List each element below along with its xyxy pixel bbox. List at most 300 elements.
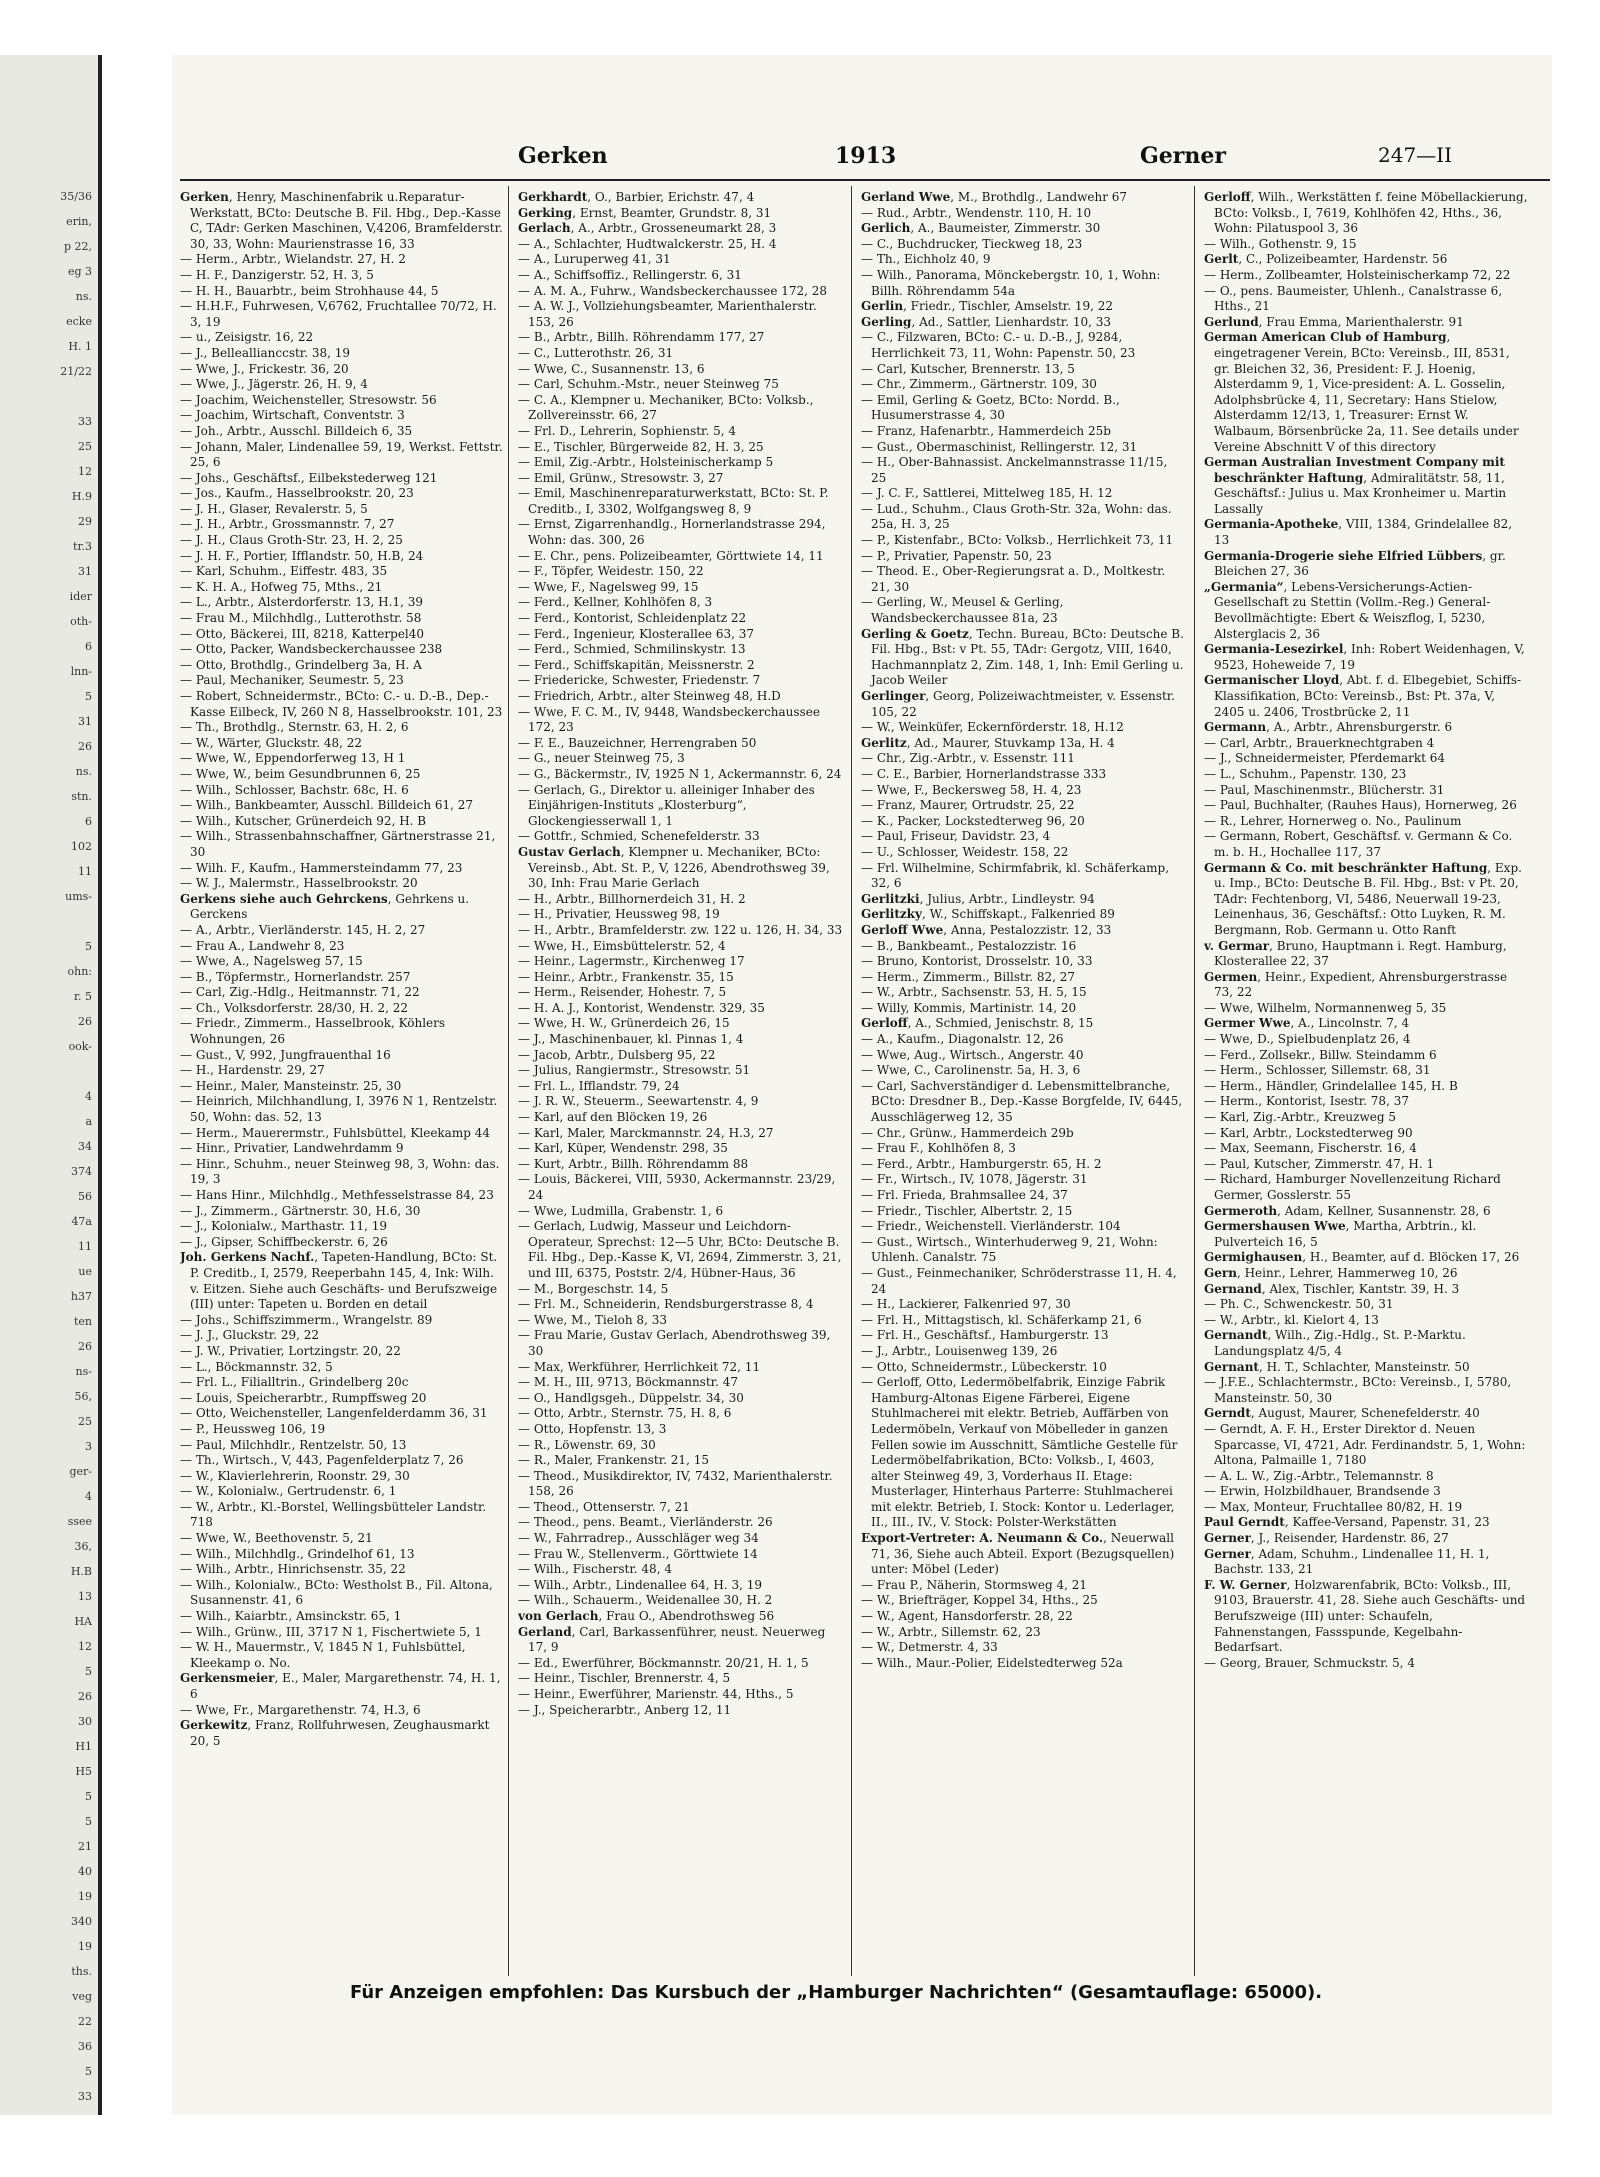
directory-entry: — P., Privatier, Papenstr. 50, 23: [861, 548, 1052, 563]
directory-entry: — Paul, Friseur, Davidstr. 23, 4: [861, 829, 1051, 844]
gutter-fragment: a: [85, 1115, 92, 1128]
directory-entry: — Lud., Schuhm., Claus Groth-Str. 32a, Wohn: das. 25a, H. 3, 25: [861, 501, 1172, 532]
directory-entry: Germania-Lesezirkel, Inh: Robert Weidenhagen, V, 9523, Hoheweide 7, 19: [1204, 642, 1525, 672]
directory-entry: German Australian Investment Company mit beschränkter Haftung, Admiralitätstr. 58, 11, Geschäftsf.: Julius u. Max Kronheimer u. Martin Lassally: [1204, 455, 1507, 516]
directory-entry: — Max, Monteur, Fruchtallee 80/82, H. 19: [1204, 1499, 1463, 1514]
directory-entry: — Paul, Kutscher, Zimmerstr. 47, H. 1: [1204, 1156, 1435, 1171]
directory-entry: — Gerling, W., Meusel & Gerling, Wandsbeckerchaussee 81a, 23: [861, 595, 1064, 626]
directory-entry: Gerlund, Frau Emma, Marienthalerstr. 91: [1204, 314, 1464, 329]
directory-entry: — R., Löwenstr. 69, 30: [518, 1437, 656, 1452]
directory-entry: — Gust., V, 992, Jungfrauenthal 16: [180, 1047, 391, 1062]
directory-entry: — Wilh., Gothenstr. 9, 15: [1204, 236, 1357, 251]
directory-entry: — Ed., Ewerführer, Böckmannstr. 20/21, H. 1, 5: [518, 1655, 809, 1670]
gutter-fragment: 33: [78, 2090, 92, 2103]
directory-entry: — C. A., Klempner u. Mechaniker, BCto: Volksb., Zollvereinsstr. 66, 27: [518, 392, 814, 423]
directory-entry: Paul Gerndt, Kaffee-Versand, Papenstr. 31, 23: [1204, 1515, 1490, 1530]
directory-entry: — A. M. A., Fuhrw., Wandsbeckerchaussee 172, 28: [518, 283, 828, 298]
directory-entry: — A., Luruperweg 41, 31: [518, 252, 671, 267]
gutter-fragment: 40: [78, 1865, 92, 1878]
directory-entry: — Heinr., Ewerführer, Marienstr. 44, Hths., 5: [518, 1687, 794, 1701]
directory-entry: — Karl, Zig.-Arbtr., Kreuzweg 5: [1204, 1110, 1396, 1125]
directory-entry: — Carl, Schuhm.-Mstr., neuer Steinweg 75: [518, 377, 779, 392]
directory-entry: Gernandt, Wilh., Zig.-Hdlg., St. P.-Marktu. Landungsplatz 4/5, 4: [1204, 1328, 1466, 1358]
directory-entry: — Wwe, F., Beckersweg 58, H. 4, 23: [861, 782, 1082, 797]
gutter-fragment: 21/22: [60, 365, 92, 378]
gutter-fragment: p 22,: [63, 240, 92, 253]
directory-entry: — C., Lutterothstr. 26, 31: [518, 345, 674, 360]
directory-entry: — Hans Hinr., Milchhdlg., Methfesselstrasse 84, 23: [180, 1188, 494, 1202]
directory-entry: — Wwe, A., Nagelsweg 57, 15: [180, 954, 363, 969]
directory-entry: — H., Ober-Bahnassist. Anckelmannstrasse 11/15, 25: [861, 455, 1168, 485]
directory-entry: — Wilh., Kaiarbtr., Amsinckstr. 65, 1: [180, 1609, 402, 1624]
directory-entry: — Willy, Kommis, Martinistr. 14, 20: [861, 1000, 1077, 1015]
directory-entry: — Karl, Maler, Marckmannstr. 24, H.3, 27: [518, 1125, 774, 1140]
directory-entry: Gerlitz, Ad., Maurer, Stuvkamp 13a, H. 4: [861, 735, 1115, 750]
directory-entry: — Wilh., Schauerm., Weidenallee 30, H. 2: [518, 1593, 773, 1608]
directory-entry: — Ferd., Ingenieur, Klosterallee 63, 37: [518, 626, 755, 641]
directory-entry: — Th., Wirtsch., V, 443, Pagenfelderplatz 7, 26: [180, 1453, 464, 1468]
gutter-fragment: H.B: [70, 1565, 92, 1578]
directory-entry: — Wwe, H., Eimsbüttelerstr. 52, 4: [518, 938, 726, 953]
gutter-fragment: veg: [72, 1990, 92, 2003]
directory-entry: — Bruno, Kontorist, Drosselstr. 10, 33: [861, 954, 1093, 969]
directory-entry: „Germania“, Lebens-Versicherungs-Actien-Gesellschaft zu Stettin (Vollm.-Reg.) General-Bevollmächtigte: Ebert & Weiszflog, I, 5230, Alsterglacis 2, 36: [1204, 579, 1491, 641]
column-divider: [851, 186, 852, 1976]
gutter-fragment: erin,: [66, 215, 92, 228]
directory-entry: — K. H. A., Hofweg 75, Mths., 21: [180, 579, 383, 594]
gutter-fragment: 11: [78, 1240, 92, 1253]
directory-entry: — Wwe, F. C. M., IV, 9448, Wandsbeckerchaussee 172, 23: [518, 704, 820, 735]
directory-entry: — O., Handlgsgeh., Düppelstr. 34, 30: [518, 1390, 744, 1405]
directory-entry: — Wwe, W., Eppendorferweg 13, H 1: [180, 751, 406, 766]
directory-entry: — Theod., Musikdirektor, IV, 7432, Marienthalerstr. 158, 26: [518, 1468, 833, 1499]
directory-entry: — L., Arbtr., Alsterdorferstr. 13, H.1, 39: [180, 595, 423, 610]
directory-entry: — Ernst, Zigarrenhandlg., Hornerlandstrasse 294, Wohn: das. 300, 26: [518, 517, 826, 548]
gutter-fragment: H.9: [71, 490, 92, 503]
directory-entry: — A., Schlachter, Hudtwalckerstr. 25, H. 4: [518, 236, 777, 251]
directory-entry: — Wwe, F., Nagelsweg 99, 15: [518, 579, 699, 594]
directory-entry: — Chr., Zig.-Arbtr., v. Essenstr. 111: [861, 751, 1075, 766]
directory-entry: — Wwe, D., Spielbudenplatz 26, 4: [1204, 1032, 1411, 1047]
gutter-fragment: 26: [78, 1015, 92, 1028]
directory-entry: — H., Privatier, Heussweg 98, 19: [518, 907, 720, 922]
directory-entry: — u., Zeisigstr. 16, 22: [180, 330, 314, 345]
directory-entry: — W., Arbtr., kl. Kielort 4, 13: [1204, 1312, 1379, 1327]
directory-entry: — J., Arbtr., Louisenweg 139, 26: [861, 1343, 1058, 1358]
directory-entry: — Heinrich, Milchhandlung, I, 3976 N 1, Rentzelstr. 50, Wohn: das. 52, 13: [180, 1094, 498, 1125]
directory-entry: — J. H. F., Portier, Ifflandstr. 50, H.B, 24: [180, 548, 424, 563]
gutter-fragment: HA: [74, 1615, 92, 1628]
directory-entry: Gerlin, Friedr., Tischler, Amselstr. 19, 22: [861, 299, 1113, 314]
directory-entry: Gerlach, A., Arbtr., Grosseneumarkt 28, 3: [518, 221, 777, 236]
directory-entry: — Herm., Arbtr., Wielandstr. 27, H. 2: [180, 252, 406, 267]
directory-entry: — W., Agent, Hansdorferstr. 28, 22: [861, 1609, 1073, 1624]
directory-column-3: [861, 190, 1186, 1970]
directory-entry: — R., Lehrer, Hornerweg o. No., Paulinum: [1204, 813, 1462, 828]
gutter-fragment: ten: [73, 1315, 92, 1328]
directory-entry: — Joachim, Wirtschaft, Conventstr. 3: [180, 408, 405, 423]
gutter-fragment: lnn-: [70, 665, 92, 678]
directory-entry: Gerling, Ad., Sattler, Lienhardstr. 10, 33: [861, 314, 1111, 329]
directory-entry: Gerner, J., Reisender, Hardenstr. 86, 27: [1204, 1531, 1449, 1546]
directory-entry: — Otto, Brothdlg., Grindelberg 3a, H. A: [180, 657, 422, 672]
gutter-fragment: 4: [85, 1490, 92, 1503]
directory-entry: — Ch., Volksdorferstr. 28/30, H. 2, 22: [180, 1000, 409, 1015]
directory-entry: — E. Chr., pens. Polizeibeamter, Görttwiete 14, 11: [518, 548, 824, 563]
directory-entry: F. W. Gerner, Holzwarenfabrik, BCto: Volksb., III, 9103, Brauerstr. 41, 28. Siehe auch Geschäfts- und Berufszweige (III) unter: Schaufeln, Fahnenstangen, Fassspunde, Kegelbahn-Bedarfsart.: [1204, 1577, 1526, 1655]
gutter-fragment: 5: [85, 1665, 92, 1678]
directory-entry: Gerlitzki, Julius, Arbtr., Lindleystr. 94: [861, 891, 1095, 906]
directory-entry: — Carl, Zig.-Hdlg., Heitmannstr. 71, 22: [180, 985, 420, 1000]
gutter-fragment: 34: [78, 1140, 92, 1153]
gutter-fragment: 26: [78, 1690, 92, 1703]
directory-entry: — Chr., Zimmerm., Gärtnerstr. 109, 30: [861, 377, 1097, 392]
directory-entry: — W., Arbtr., Sachsenstr. 53, H. 5, 15: [861, 985, 1087, 1000]
directory-entry: Gerkens siehe auch Gehrckens, Gehrkens u. Gerckens: [180, 891, 470, 922]
directory-entry: — W. H., Mauermstr., V, 1845 N 1, Fuhlsbüttel, Kleekamp o. No.: [180, 1640, 466, 1670]
directory-entry: — J.F.E., Schlachtermstr., BCto: Vereinsb., I, 5780, Mansteinstr. 50, 30: [1204, 1375, 1512, 1405]
gutter-fragment: 19: [78, 1940, 92, 1953]
directory-entry: — C. E., Barbier, Hornerlandstrasse 333: [861, 766, 1107, 781]
directory-entry: — C., Buchdrucker, Tieckweg 18, 23: [861, 236, 1083, 251]
gutter-fragment: 35/36: [60, 190, 92, 203]
gutter-fragment: eg 3: [67, 265, 92, 278]
directory-entry: — B., Arbtr., Billh. Röhrendamm 177, 27: [518, 330, 765, 345]
gutter-fragment: 5: [85, 690, 92, 703]
directory-entry: — O., pens. Baumeister, Uhlenh., Canalstrasse 6, Hths., 21: [1204, 283, 1503, 314]
directory-entry: — Frau M., Milchhdlg., Lutterothstr. 58: [180, 611, 422, 626]
directory-entry: — J., Maschinenbauer, kl. Pinnas 1, 4: [518, 1032, 744, 1047]
directory-entry: — Frau P., Näherin, Stormsweg 4, 21: [861, 1577, 1088, 1592]
directory-entry: Germanischer Lloyd, Abt. f. d. Elbegebiet, Schiffs-Klassifikation, BCto: Vereinsb., Bst: Pt. 37a, V, 2405 u. 2406, Trostbrücke 2, 11: [1204, 673, 1522, 719]
directory-entry: — Louis, Bäckerei, VIII, 5930, Ackermannstr. 23/29, 24: [518, 1172, 836, 1202]
directory-entry: — Carl, Kutscher, Brennerstr. 13, 5: [861, 361, 1075, 376]
directory-entry: — H.H.F., Fuhrwesen, V,6762, Fruchtallee 70/72, H. 3, 19: [180, 299, 497, 329]
directory-entry: Gern, Heinr., Lehrer, Hammerweg 10, 26: [1204, 1265, 1458, 1280]
gutter-fragment: H5: [75, 1765, 92, 1778]
directory-entry: — Kurt, Arbtr., Billh. Röhrendamm 88: [518, 1156, 749, 1171]
directory-entry: — Wwe, Aug., Wirtsch., Angerstr. 40: [861, 1047, 1084, 1062]
directory-entry: — Emil, Zig.-Arbtr., Holsteinischerkamp 5: [518, 455, 774, 470]
gutter-fragment: 5: [85, 940, 92, 953]
directory-entry: — Wwe, Ludmilla, Grabenstr. 1, 6: [518, 1203, 724, 1218]
directory-entry: — Herm., Händler, Grindelallee 145, H. B: [1204, 1078, 1458, 1093]
directory-entry: — Emil, Grünw., Stresowstr. 3, 27: [518, 470, 724, 485]
directory-entry: — Erwin, Holzbildhauer, Brandsende 3: [1204, 1484, 1441, 1499]
gutter-fragment: 30: [78, 1715, 92, 1728]
directory-entry: — Wilh., Bankbeamter, Ausschl. Billdeich 61, 27: [180, 798, 474, 813]
directory-entry: — Fr., Wirtsch., IV, 1078, Jägerstr. 31: [861, 1172, 1088, 1187]
directory-entry: — J., Speicherarbtr., Anberg 12, 11: [518, 1702, 732, 1717]
column-divider: [1194, 186, 1195, 1976]
directory-entry: — Julius, Rangiermstr., Stresowstr. 51: [518, 1063, 751, 1078]
directory-entry: Gerlt, C., Polizeibeamter, Hardenstr. 56: [1204, 252, 1448, 267]
directory-entry: — K., Packer, Lockstedterweg 96, 20: [861, 813, 1085, 828]
gutter-fragment: 374: [71, 1165, 92, 1178]
directory-entry: — Frau Marie, Gustav Gerlach, Abendrothsweg 39, 30: [518, 1328, 831, 1358]
directory-entry: — Hinr., Privatier, Landwehrdamm 9: [180, 1141, 404, 1156]
gutter-fragment: ook-: [68, 1040, 92, 1053]
directory-entry: Gerlitzky, W., Schiffskapt., Falkenried 89: [861, 907, 1115, 922]
directory-entry: — J., Kolonialw., Marthastr. 11, 19: [180, 1219, 387, 1234]
header-right-word: Gerner: [1140, 143, 1226, 169]
directory-entry: — Emil, Maschinenreparaturwerkstatt, BCto: St. P. Creditb., I, 3302, Wolfgangsweg 8, 9: [518, 486, 829, 516]
footer-text: Für Anzeigen empfohlen: Das Kursbuch der „Hamburger Nachrichten“ (Gesamtauflage: 65000).: [349, 1982, 1323, 2003]
gutter-fragment: 102: [71, 840, 92, 853]
directory-entry: — Theod., Ottenserstr. 7, 21: [518, 1499, 690, 1514]
directory-entry: — Wwe, W., beim Gesundbrunnen 6, 25: [180, 766, 421, 781]
gutter-fragment: 13: [78, 1590, 92, 1603]
gutter-fragment: 33: [78, 415, 92, 428]
directory-entry: v. Germar, Bruno, Hauptmann i. Regt. Hamburg, Klosterallee 22, 37: [1204, 938, 1507, 969]
directory-entry: — H., Lackierer, Falkenried 97, 30: [861, 1297, 1071, 1312]
directory-entry: — A., Schiffsoffiz., Rellingerstr. 6, 31: [518, 267, 742, 282]
directory-entry: — Herm., Zollbeamter, Holsteinischerkamp 72, 22: [1204, 267, 1511, 282]
directory-entry: — J., Belleallianccstr. 38, 19: [180, 345, 351, 360]
directory-entry: — Wwe, C., Carolinenstr. 5a, H. 3, 6: [861, 1063, 1081, 1078]
directory-entry: — Franz, Hafenarbtr., Hammerdeich 25b: [861, 423, 1111, 438]
directory-entry: — P., Heussweg 106, 19: [180, 1421, 326, 1436]
directory-entry: — W. J., Malermstr., Hasselbrookstr. 20: [180, 876, 418, 891]
directory-entry: — Wilh., Arbtr., Hinrichsenstr. 35, 22: [180, 1562, 406, 1577]
directory-entry: — Wilh., Strassenbahnschaffner, Gärtnerstrasse 21, 30: [180, 829, 496, 859]
directory-entry: — Herm., Kontorist, Isestr. 78, 37: [1204, 1094, 1409, 1109]
gutter-fragment: 6: [85, 640, 92, 653]
directory-entry: Gerloff, A., Schmied, Jenischstr. 8, 15: [861, 1016, 1094, 1031]
directory-entry: — Ferd., Kellner, Kohlhöfen 8, 3: [518, 595, 713, 610]
directory-entry: Gerling & Goetz, Techn. Bureau, BCto: Deutsche B. Fil. Hbg., Bst: v Pt. 55, TAdr: Gergotz, VIII, 1640, Hachmannplatz 2, Zim. 148, 1, Inh: Emil Gerling u. Jacob Weiler: [861, 626, 1184, 688]
gutter-fragment: ssee: [67, 1515, 92, 1528]
directory-entry: Gustav Gerlach, Klempner u. Mechaniker, BCto: Vereinsb., Abt. St. P., V, 1226, Abendrothsweg 39, 30, Inh: Frau Marie Gerlach: [518, 844, 830, 891]
gutter-fragment: ohn:: [67, 965, 92, 978]
directory-entry: — J., Zimmerm., Gärtnerstr. 30, H.6, 30: [180, 1203, 421, 1218]
directory-entry: Gernand, Alex, Tischler, Kantstr. 39, H. 3: [1204, 1281, 1460, 1296]
directory-entry: — Wwe, C., Susannenstr. 13, 6: [518, 361, 705, 376]
directory-entry: — Wwe, W., Beethovenstr. 5, 21: [180, 1531, 373, 1546]
gutter-fragment: 29: [78, 515, 92, 528]
directory-entry: — Frau W., Stellenverm., Görttwiete 14: [518, 1546, 758, 1561]
directory-entry: — H. F., Danzigerstr. 52, H. 3, 5: [180, 267, 374, 282]
directory-entry: — Germann, Robert, Geschäftsf. v. Germann & Co. m. b. H., Hochallee 117, 37: [1204, 829, 1513, 859]
directory-entry: — Karl, Küper, Wendenstr. 298, 35: [518, 1141, 728, 1156]
directory-entry: — Jos., Kaufm., Hasselbrookstr. 20, 23: [180, 486, 414, 501]
gutter-fragment: 25: [78, 440, 92, 453]
gutter-fragment: 56: [78, 1190, 92, 1203]
directory-entry: — Louis, Speicherarbtr., Rumpffsweg 20: [180, 1390, 427, 1405]
directory-entry: Germen, Heinr., Expedient, Ahrensburgerstrasse 73, 22: [1204, 969, 1508, 1000]
directory-entry: — Wilh., Kutscher, Grünerdeich 92, H. B: [180, 813, 427, 828]
directory-entry: Germer Wwe, A., Lincolnstr. 7, 4: [1204, 1016, 1410, 1031]
directory-entry: — Johann, Maler, Lindenallee 59, 19, Werkst. Fettstr. 25, 6: [180, 439, 503, 470]
directory-entry: — Karl, Schuhm., Eiffestr. 483, 35: [180, 564, 388, 579]
directory-entry: — L., Schuhm., Papenstr. 130, 23: [1204, 766, 1407, 781]
directory-entry: — J. J., Gluckstr. 29, 22: [180, 1328, 319, 1343]
directory-entry: Gernant, H. T., Schlachter, Mansteinstr. 50: [1204, 1359, 1470, 1374]
directory-entry: German American Club of Hamburg, eingetragener Verein, BCto: Vereinsb., III, 8531, gr. Bleichen 32, 36, President: F. J. Hoenig, Alsterdamm 9, 1, Vice-president: A. L. Gosselin, Adolphsbrücke 4, 11, Secretary: Hans Stielow, Alsterdamm 12/13, 1, Treasurer: Ernst W. Walbaum, Börsenbrücke 2a, 11. See details under Vereine Abschnitt V of this directory: [1204, 330, 1519, 454]
directory-entry: Gerland, Carl, Barkassenführer, neust. Neuerweg 17, 9: [518, 1624, 826, 1655]
directory-entry: — Frl. Wilhelmine, Schirmfabrik, kl. Schäferkamp, 32, 6: [861, 860, 1170, 891]
directory-entry: — Friedericke, Schwester, Friedenstr. 7: [518, 673, 761, 688]
gutter-fragment: 25: [78, 1415, 92, 1428]
directory-entry: — Wilh. F., Kaufm., Hammersteindamm 77, 23: [180, 860, 463, 875]
gutter-fragment: 5: [85, 1790, 92, 1803]
directory-entry: — W., Arbtr., Kl.-Borstel, Wellingsbütteler Landstr. 718: [180, 1499, 487, 1530]
directory-entry: — Franz, Maurer, Ortrudstr. 25, 22: [861, 798, 1075, 813]
directory-entry: — A., Arbtr., Vierländerstr. 145, H. 2, 27: [180, 922, 426, 937]
directory-entry: — H. A. J., Kontorist, Wendenstr. 329, 35: [518, 1000, 765, 1015]
directory-entry: — Herm., Zimmerm., Billstr. 82, 27: [861, 969, 1076, 984]
directory-entry: — Joachim, Weichensteller, Stresowstr. 56: [180, 392, 437, 407]
gutter-fragment: H. 1: [68, 340, 92, 353]
gutter-fragment: ns.: [75, 290, 92, 303]
directory-entry: — G., Bäckermstr., IV, 1925 N 1, Ackermannstr. 6, 24: [518, 766, 842, 781]
directory-entry: — Wilh., Arbtr., Lindenallee 64, H. 3, 19: [518, 1577, 762, 1592]
directory-entry: — Otto, Arbtr., Sternstr. 75, H. 8, 6: [518, 1406, 732, 1421]
gutter-fragment: 5: [85, 2065, 92, 2078]
directory-entry: — M. H., III, 9713, Böckmannstr. 47: [518, 1375, 738, 1390]
directory-entry: — Wwe, H. W., Grünerdeich 26, 15: [518, 1016, 730, 1031]
gutter-fragment: 340: [71, 1915, 92, 1928]
gutter-fragment: 31: [78, 565, 92, 578]
directory-entry: — Otto, Bäckerei, III, 8218, Katterpel40: [180, 626, 425, 641]
directory-column-1: [180, 190, 505, 1970]
directory-entry: — W., Wärter, Gluckstr. 48, 22: [180, 735, 362, 750]
directory-entry: — Georg, Brauer, Schmuckstr. 5, 4: [1204, 1655, 1416, 1670]
directory-entry: — Frau F., Kohlhöfen 8, 3: [861, 1141, 1016, 1156]
directory-entry: — Theod., pens. Beamt., Vierländerstr. 26: [518, 1515, 773, 1530]
gutter-fragment: ider: [69, 590, 92, 603]
directory-entry: Gerkensmeier, E., Maler, Margarethenstr. 74, H. 1, 6: [180, 1671, 501, 1701]
directory-entry: — Frl. L., Filialltrin., Grindelberg 20c: [180, 1375, 409, 1390]
gutter-fragment: 22: [78, 2015, 92, 2028]
column-divider: [508, 186, 509, 1976]
directory-entry: — Gust., Wirtsch., Winterhuderweg 9, 21, Wohn: Uhlenh. Canalstr. 75: [861, 1234, 1158, 1265]
directory-entry: — R., Maler, Frankenstr. 21, 15: [518, 1453, 709, 1468]
directory-entry: — B., Bankbeamt., Pestalozzistr. 16: [861, 938, 1077, 953]
gutter-fragment: tr.3: [73, 540, 92, 553]
directory-entry: — Wilh., Grünw., III, 3717 N 1, Fischertwiete 5, 1: [180, 1624, 482, 1639]
gutter-fragment: ths.: [71, 1965, 92, 1978]
directory-entry: — Heinr., Maler, Mansteinstr. 25, 30: [180, 1078, 402, 1093]
directory-entry: Gerkhardt, O., Barbier, Erichstr. 47, 4: [518, 190, 755, 204]
directory-entry: — Wilh., Panorama, Mönckebergstr. 10, 1, Wohn: Billh. Röhrendamm 54a: [861, 267, 1161, 298]
directory-entry: — H. H., Bauarbtr., beim Strohhause 44, 5: [180, 283, 439, 298]
directory-entry: — J. R. W., Steuerm., Seewartenstr. 4, 9: [518, 1094, 759, 1109]
directory-entry: — Carl, Sachverständiger d. Lebensmittelbranche, BCto: Dresdner B., Dep.-Kasse Borgfelde, IV, 6445, Ausschlägerweg 12, 35: [861, 1078, 1183, 1125]
directory-column-2: [518, 190, 843, 1970]
gutter-fragment: 26: [78, 1340, 92, 1353]
directory-entry: — Frl. Frieda, Brahmsallee 24, 37: [861, 1188, 1068, 1202]
directory-entry: — Wilh., Fischerstr. 48, 4: [518, 1562, 672, 1577]
directory-entry: — Ferd., Zollsekr., Billw. Steindamm 6: [1204, 1047, 1437, 1062]
header-page-number: 247—II: [1378, 143, 1452, 167]
directory-entry: — Heinr., Tischler, Brennerstr. 4, 5: [518, 1671, 731, 1686]
directory-entry: — Max, Werkführer, Herrlichkeit 72, 11: [518, 1359, 761, 1374]
directory-entry: — J. H., Arbtr., Grossmannstr. 7, 27: [180, 517, 395, 532]
gutter-fragment: H1: [75, 1740, 92, 1753]
directory-entry: — Otto, Packer, Wandsbeckerchaussee 238: [180, 642, 443, 657]
directory-entry: — Ferd., Schmied, Schmilinskystr. 13: [518, 642, 746, 657]
directory-entry: Germighausen, H., Beamter, auf d. Blöcken 17, 26: [1204, 1250, 1520, 1265]
directory-entry: — B., Töpfermstr., Hornerlandstr. 257: [180, 969, 411, 984]
directory-entry: — A. W. J., Vollziehungsbeamter, Marienthalerstr. 153, 26: [518, 299, 817, 329]
directory-entry: Gerlinger, Georg, Polizeiwachtmeister, v. Essenstr. 105, 22: [861, 689, 1175, 719]
directory-entry: — G., neuer Steinweg 75, 3: [518, 751, 685, 766]
directory-entry: — Joh., Arbtr., Ausschl. Billdeich 6, 35: [180, 423, 413, 438]
directory-entry: — Heinr., Arbtr., Frankenstr. 35, 15: [518, 969, 734, 984]
gutter-fragment: 11: [78, 865, 92, 878]
directory-entry: — Paul, Buchhalter, (Rauhes Haus), Hornerweg, 26: [1204, 798, 1517, 813]
gutter-fragment: ums-: [65, 890, 92, 903]
gutter-fragment: 31: [78, 715, 92, 728]
directory-entry: — J. H., Glaser, Revalerstr. 5, 5: [180, 501, 368, 516]
directory-entry: Germann & Co. mit beschränkter Haftung, Exp. u. Imp., BCto: Deutsche B. Fil. Hbg., Bst: v Pt. 20, TAdr: Fechtenborg, VI, 5486, Neuerwall 19-23, Leinenhaus, 36, Geschäftsf.: Otto Luyken, R. M. Bergmann, Rob. Germann u. Otto Ranft: [1204, 860, 1522, 937]
directory-entry: — Gerlach, G., Direktor u. alleiniger Inhaber des Einjährigen-Instituts „Klosterburg“, Glockengiesserwall 1, 1: [518, 782, 815, 828]
directory-entry: Germania-Drogerie siehe Elfried Lübbers, gr. Bleichen 27, 36: [1204, 548, 1506, 579]
directory-entry: — Herm., Schlosser, Sillemstr. 68, 31: [1204, 1063, 1431, 1078]
directory-entry: — H., Arbtr., Bramfelderstr. zw. 122 u. 126, H. 34, 33: [518, 922, 843, 937]
directory-entry: — C., Filzwaren, BCto: C.- u. D.-B., J, 9284, Herrlichkeit 73, 11, Wohn: Papenstr. 50, 23: [861, 330, 1136, 360]
gutter-fragment: 36: [78, 2040, 92, 2053]
gutter-fragment: 36,: [74, 1540, 92, 1553]
directory-entry: — Wwe, Wilhelm, Normannenweg 5, 35: [1204, 1000, 1447, 1015]
gutter-fragment: 47a: [71, 1215, 92, 1228]
directory-entry: — J. H., Claus Groth-Str. 23, H. 2, 25: [180, 533, 403, 548]
directory-entry: — A., Kaufm., Diagonalstr. 12, 26: [861, 1032, 1064, 1047]
directory-entry: — W., Weinküfer, Eckernförderstr. 18, H.12: [861, 720, 1124, 735]
directory-entry: — Ph. C., Schwenckestr. 50, 31: [1204, 1297, 1394, 1312]
directory-entry: — U., Schlosser, Weidestr. 158, 22: [861, 844, 1069, 859]
directory-entry: — Paul, Milchhdlr., Rentzelstr. 50, 13: [180, 1437, 407, 1452]
directory-entry: Gerken, Henry, Maschinenfabrik u.Reparatur-Werkstatt, BCto: Deutsche B. Fil. Hbg., Dep.-Kasse C, TAdr: Gerken Maschinen, V,4206, Bramfelderstr. 30, 33, Wohn: Maurienstrasse 16, 33: [180, 190, 503, 251]
header-year: 1913: [835, 143, 897, 169]
gutter-fragment: ger-: [69, 1465, 92, 1478]
directory-entry: — Frl. H., Geschäftsf., Hamburgerstr. 13: [861, 1328, 1109, 1343]
directory-entry: Gerner, Adam, Schuhm., Lindenallee 11, H. 1, Bachstr. 133, 21: [1204, 1546, 1490, 1577]
directory-entry: — Frl. L., Ifflandstr. 79, 24: [518, 1078, 680, 1093]
directory-entry: — Otto, Weichensteller, Langenfelderdamm 36, 31: [180, 1406, 488, 1421]
directory-entry: Gerkewitz, Franz, Rollfuhrwesen, Zeughausmarkt 20, 5: [180, 1718, 490, 1748]
directory-entry: — Karl, auf den Blöcken 19, 26: [518, 1110, 708, 1125]
directory-entry: — H., Arbtr., Billhornerdeich 31, H. 2: [518, 891, 746, 906]
directory-entry: — W., Klavierlehrerin, Roonstr. 29, 30: [180, 1468, 410, 1483]
directory-entry: — Wilh., Kolonialw., BCto: Westholst B., Fil. Altona, Susannenstr. 41, 6: [180, 1577, 493, 1608]
gutter-fragment: 21: [78, 1840, 92, 1853]
directory-entry: — Gust., Feinmechaniker, Schröderstrasse 11, H. 4, 24: [861, 1265, 1177, 1296]
gutter-fragment: 12: [78, 465, 92, 478]
gutter-fragment: 3: [85, 1440, 92, 1453]
directory-entry: — J. W., Privatier, Lortzingstr. 20, 22: [180, 1343, 401, 1358]
directory-entry: — Otto, Hopfenstr. 13, 3: [518, 1421, 667, 1436]
directory-entry: — Wilh., Maur.-Polier, Eidelstedterweg 52a: [861, 1655, 1123, 1670]
previous-page-gutter: [0, 55, 102, 2115]
directory-entry: — Carl, Arbtr., Brauerknechtgraben 4: [1204, 735, 1435, 750]
header-left-word: Gerken: [518, 143, 608, 169]
directory-entry: — Th., Eichholz 40, 9: [861, 252, 991, 267]
gutter-fragment: h37: [70, 1290, 92, 1303]
directory-entry: — Paul, Mechaniker, Seumestr. 5, 23: [180, 673, 404, 688]
directory-entry: — Richard, Hamburger Novellenzeitung Richard Germer, Gosslerstr. 55: [1204, 1172, 1501, 1202]
directory-entry: Gerking, Ernst, Beamter, Grundstr. 8, 31: [518, 205, 772, 220]
directory-entry: — Gust., Obermaschinist, Rellingerstr. 12, 31: [861, 439, 1138, 454]
directory-entry: — Frl. M., Schneiderin, Rendsburgerstrasse 8, 4: [518, 1297, 814, 1312]
directory-entry: — Gerlach, Ludwig, Masseur und Leichdorn-Operateur, Sprechst: 12—5 Uhr, BCto: Deutsche B. Fil. Hbg., Dep.-Kasse K, VI, 2694, Zimmerstr. 3, 21, und III, 6375, Poststr. 2/4, Hübner-Haus, 36: [518, 1219, 842, 1280]
directory-entry: — J., Schneidermeister, Pferdemarkt 64: [1204, 751, 1446, 766]
directory-entry: — Hinr., Schuhm., neuer Steinweg 98, 3, Wohn: das. 19, 3: [180, 1156, 500, 1187]
directory-entry: — Herm., Mauerermstr., Fuhlsbüttel, Kleekamp 44: [180, 1125, 490, 1140]
gutter-fragment: ecke: [66, 315, 92, 328]
gutter-fragment: 56,: [74, 1390, 92, 1403]
